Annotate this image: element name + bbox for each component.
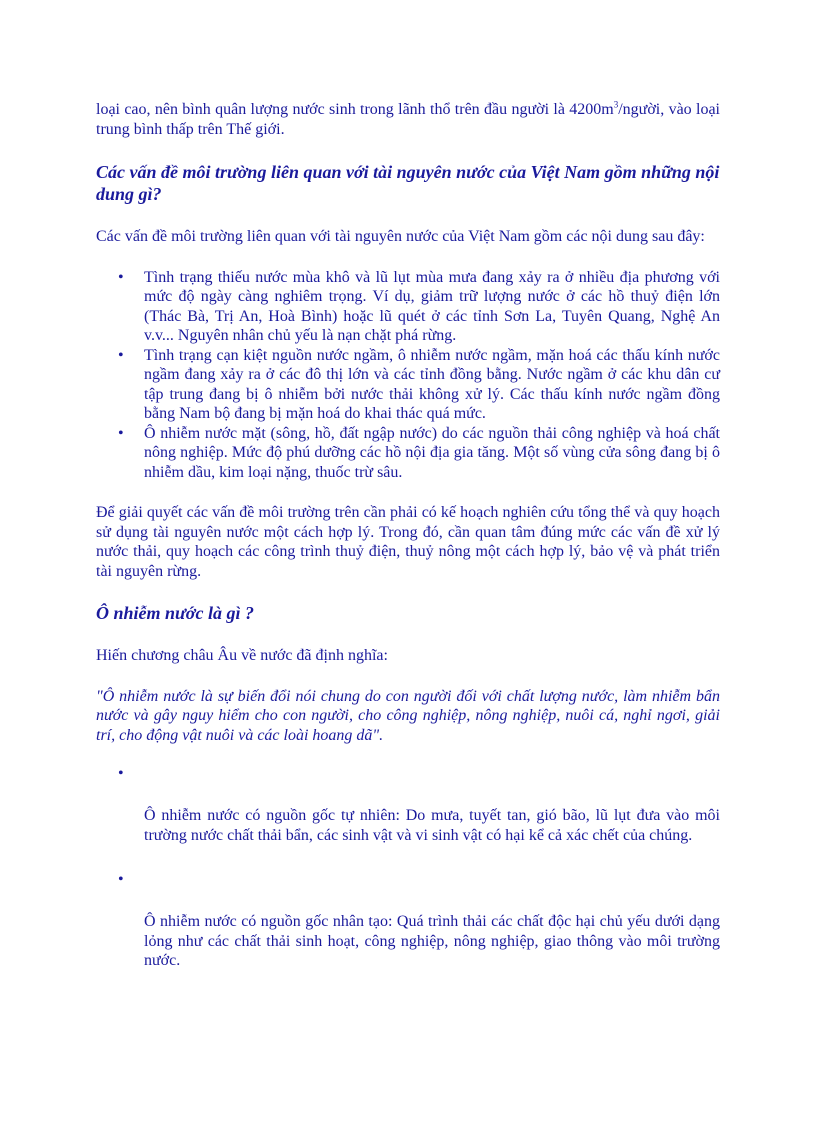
list-item (96, 346, 720, 424)
list-item-text: Tình trạng cạn kiệt nguồn nước ngầm, ô nhiễm nước ngầm, mặn hoá các thấu kính nước ngầm đang xảy ra ở các đô thị lớn và các tỉnh đồng bằng. Nước ngầm ở các khu dân cư tập trung đang bị ô nhiễm bởi nước thải không xử lý. Các thấu kính nước ngầm đồng bằng Nam bộ đang bị mặn hoá do khai thác quá mức. (144, 346, 720, 422)
intro-text-before: loại cao, nên bình quân lượng nước sinh trong lãnh thổ trên đầu người là 4200m (96, 101, 614, 118)
section2-heading: Ô nhiễm nước là gì ? (96, 603, 254, 623)
intro-paragraph (96, 100, 720, 139)
section1-heading: Các vấn đề môi trường liên quan với tài nguyên nước của Việt Nam gồm những nội dung gì? (96, 162, 720, 204)
section2-lead: Hiến chương châu Âu về nước đã định nghĩa: (96, 647, 388, 664)
empty-bullet-artificial (96, 870, 720, 890)
bullet-icon: • (118, 765, 124, 782)
list-item (96, 268, 720, 346)
natural-pollution-text: Ô nhiễm nước có nguồn gốc tự nhiên: Do mưa, tuyết tan, gió bão, lũ lụt đưa vào môi trường nước chất thải bẩn, các sinh vật và vi sinh vật có hại kể cả xác chết của chúng. (144, 807, 720, 844)
section1-lead: Các vấn đề môi trường liên quan với tài nguyên nước của Việt Nam gồm các nội dung sau đây: (96, 228, 705, 245)
section1-bullet-list (96, 268, 720, 483)
document-content (96, 100, 720, 996)
bullet-icon: • (118, 424, 124, 442)
bullet-icon: • (118, 871, 124, 888)
list-item (96, 424, 720, 483)
bullet-icon: • (118, 346, 124, 364)
list-item-text: Tình trạng thiếu nước mùa khô và lũ lụt mùa mưa đang xảy ra ở nhiều địa phương với mức độ ngày càng nghiêm trọng. Ví dụ, giảm trữ lượng nước ở các hồ thuỷ điện lớn (Thác Bà, Trị An, Hoà Bình) hoặc lũ quét ở các tỉnh Sơn La, Tuyên Quang, Nghệ An v.v... Nguyên nhân chủ yếu là nạn chặt phá rừng. (144, 268, 720, 344)
section1-conclusion: Để giải quyết các vấn đề môi trường trên cần phải có kế hoạch nghiên cứu tổng thể và quy hoạch sử dụng tài nguyên nước một cách hợp lý. Trong đó, cần quan tâm đúng mức các vấn đề xử lý nước thải, quy hoạch các công trình thuỷ điện, thuỷ nông một cách hợp lý, bảo vệ và phát triển tài nguyên rừng. (96, 504, 720, 580)
intro-text-after: /người, vào loại trung bình thấp trên Thế giới. (96, 101, 720, 138)
definition-quote: "Ô nhiễm nước là sự biến đổi nói chung do con người đối với chất lượng nước, làm nhiễm bẩn nước và gây nguy hiểm cho con người, cho công nghiệp, nông nghiệp, nuôi cá, nghỉ ngơi, giải trí, cho động vật nuôi và các loài hoang dã". (96, 687, 720, 744)
bullet-icon: • (118, 268, 124, 286)
empty-bullet-natural (96, 764, 720, 784)
intro-superscript: 3 (613, 99, 619, 110)
list-item-text: Ô nhiễm nước mặt (sông, hồ, đất ngập nước) do các nguồn thải công nghiệp và hoá chất nông nghiệp. Mức độ phú dưỡng các hồ nội địa gia tăng. Một số vùng cửa sông đang bị ô nhiễm dầu, kim loại nặng, thuốc trừ sâu. (144, 424, 720, 481)
artificial-pollution-text: Ô nhiễm nước có nguồn gốc nhân tạo: Quá trình thải các chất độc hại chủ yếu dưới dạng lỏng như các chất thải sinh hoạt, công nghiệp, nông nghiệp, giao thông vào môi trường nước. (144, 913, 720, 969)
